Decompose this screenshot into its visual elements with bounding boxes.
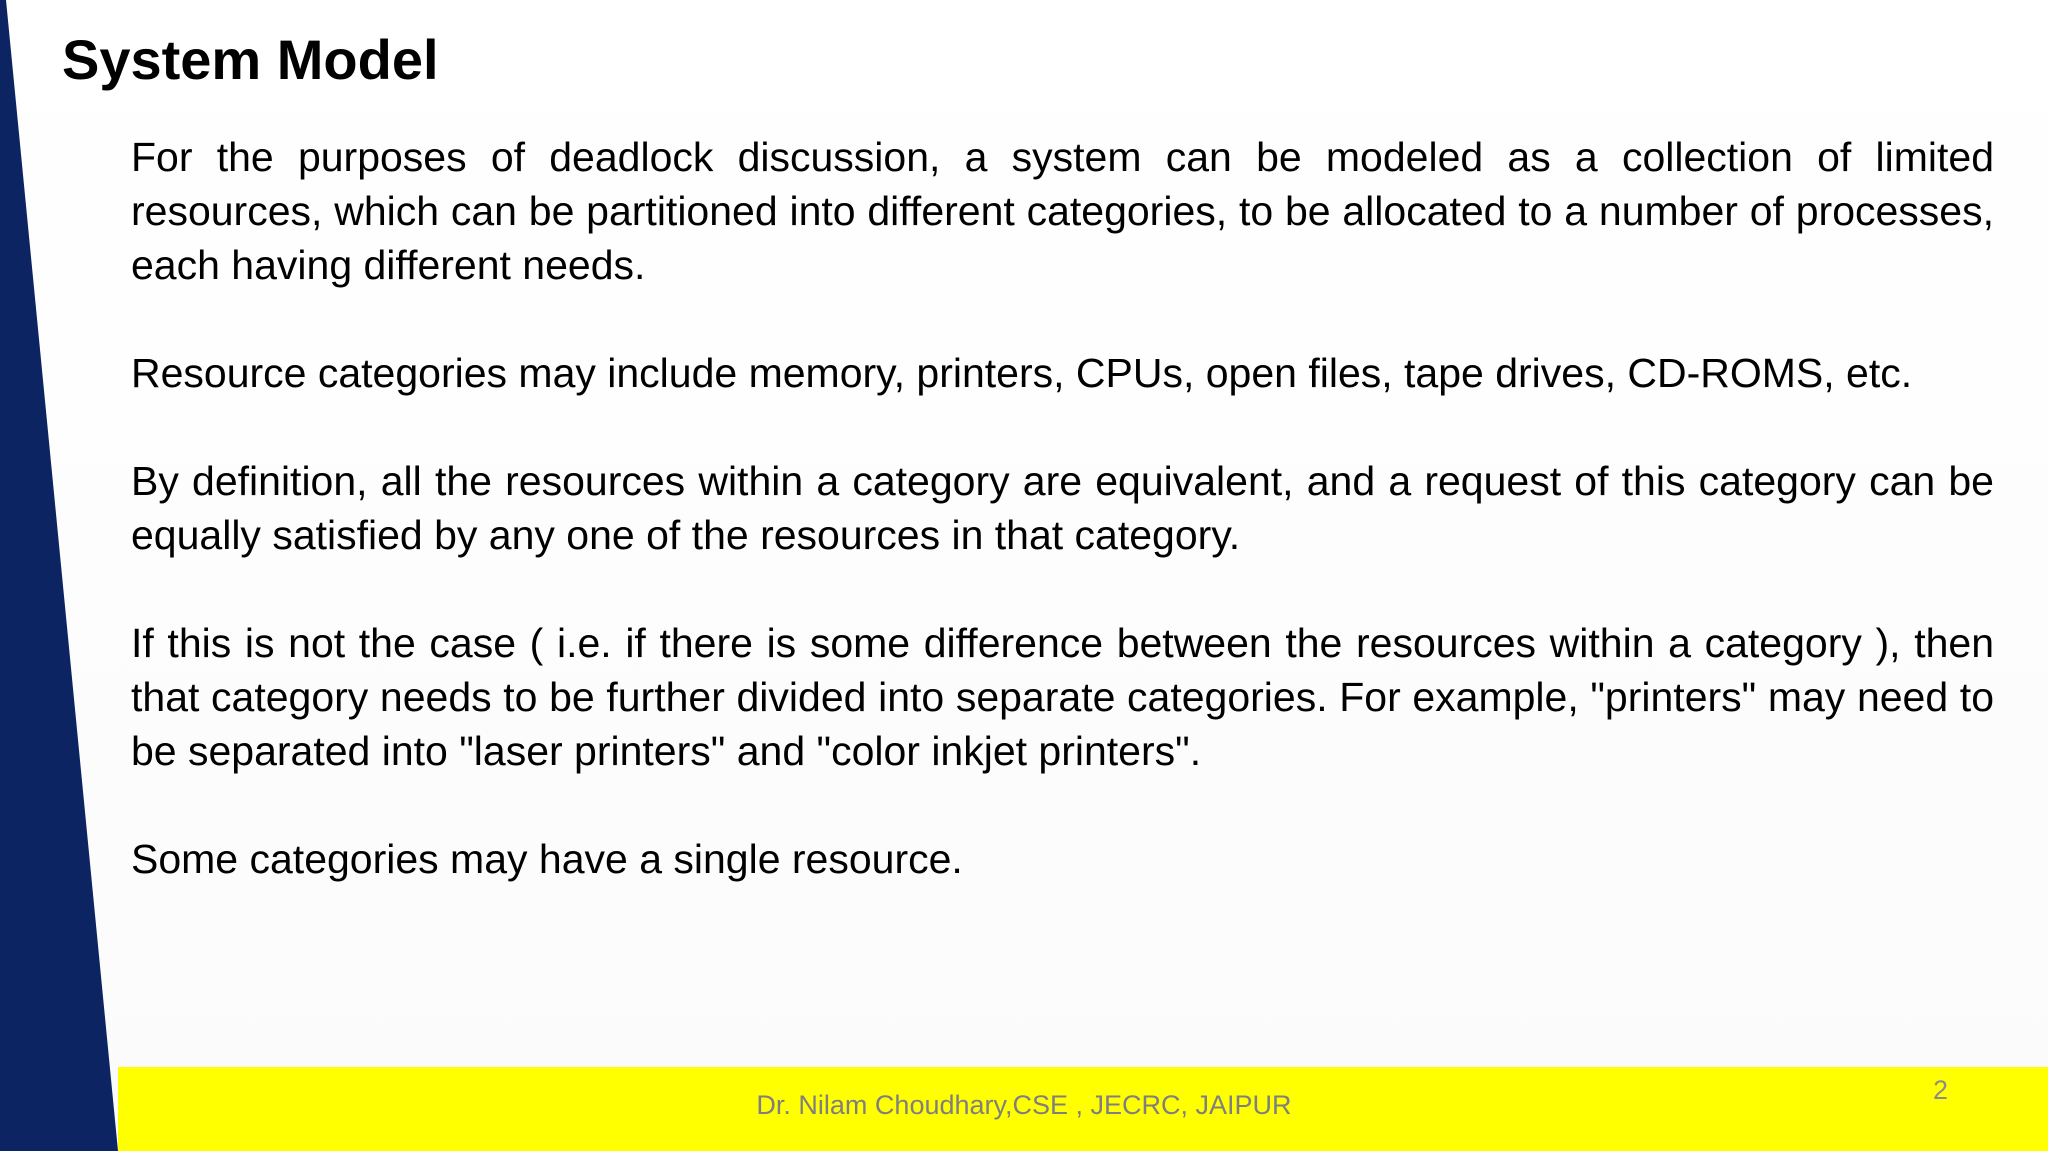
page-number: 2 <box>1932 1075 1948 1105</box>
paragraph-category-division: If this is not the case ( i.e. if there is some difference between the resources within a category ), then that category needs to be further divided into separate categories. For example, "printers" may need to be separated into "laser printers" and "color inkjet printers". <box>131 620 1994 774</box>
paragraph-equivalence-definition: By definition, all the resources within a category are equivalent, and a request of this category can be equally satisfied by any one of the resources in that category. <box>131 458 1994 558</box>
slide-title: System Model <box>62 28 439 91</box>
slide-body <box>131 130 1994 940</box>
paragraph-resource-categories: Resource categories may include memory, printers, CPUs, open files, tape drives, CD-ROMS, etc. <box>131 350 1913 396</box>
paragraph-single-resource: Some categories may have a single resource. <box>131 836 963 882</box>
footer-author-label: Dr. Nilam Choudhary,CSE , JECRC, JAIPUR <box>756 1090 1292 1120</box>
paragraph-system-model: For the purposes of deadlock discussion, a system can be modeled as a collection of limited resources, which can be partitioned into different categories, to be allocated to a number of processes, each having different needs. <box>131 134 1994 288</box>
footer-author <box>0 1087 2048 1123</box>
left-decorative-band <box>0 0 120 1151</box>
